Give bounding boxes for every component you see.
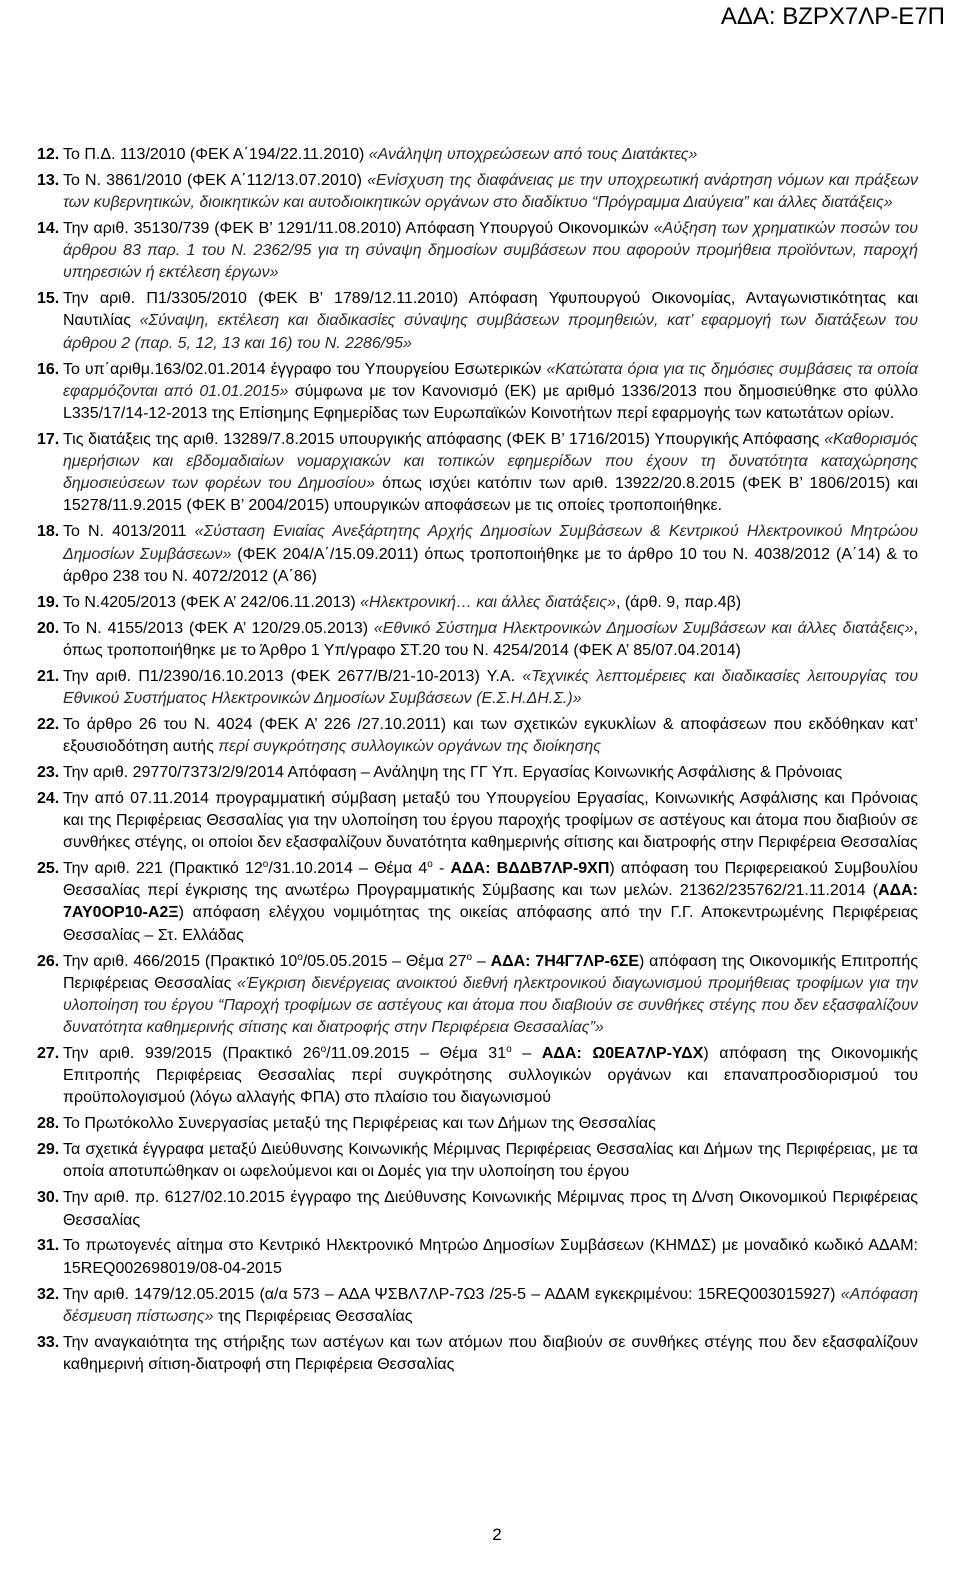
ada-code: ΑΔΑ: 7ΑΥ0ΟΡ10-Α2Ξ xyxy=(63,882,918,922)
ordinal-superscript: ο xyxy=(320,1044,327,1056)
item-number: 15. xyxy=(37,290,60,308)
item-number: 18. xyxy=(37,523,60,541)
text-segment: ) απόφαση της Οικονομικής Επιτροπής Περιφέρειας Θεσσαλίας περί συγκρότησης συλλογικών οργάνων και επαναπροσδιορισμού του προϋπολογισμού (λόγω αλλαγής ΦΠΑ) στο πλαίσιο του διαγωνισμού xyxy=(63,1045,919,1107)
text-segment: /05.05.2015 – Θέμα 27 xyxy=(302,952,467,970)
text-segment: Την αριθ. 939/2015 (Πρακτικό 26 xyxy=(63,1045,321,1063)
list-item xyxy=(37,170,918,214)
quoted-title: «Αύξηση των χρηματικών ποσών του άρθρου 83 παρ. 1 του Ν. 2362/95 για τη σύναψη δημοσίων συμβάσεων που αφορούν προμήθεια προϊόντων, παροχή υπηρεσιών ή εκτέλεση έργων» xyxy=(63,219,919,282)
text-segment: (ΦΕΚ 204/Α΄/15.09.2011) όπως τροποποιήθηκε με το άρθρο 10 του Ν. 4038/2012 (Α΄14) & το άρθρο 238 του Ν. 4072/2012 (Α΄86) xyxy=(63,545,919,585)
ordinal-superscript: ο xyxy=(466,951,473,963)
item-text xyxy=(63,788,918,855)
item-text xyxy=(63,1284,918,1328)
ordinal-superscript: ο xyxy=(427,859,433,871)
text-segment: Την αριθ. πρ. 6127/02.10.2015 έγγραφο της Διεύθυνσης Κοινωνικής Μέριμνας προς τη Δ/νση Οικονομικού Περιφέρειας Θεσσαλίας xyxy=(63,1189,918,1229)
item-text xyxy=(63,762,918,784)
list-item xyxy=(37,592,918,614)
item-number: 20. xyxy=(37,619,60,637)
text-segment: Την αριθ. 29770/7373/2/9/2014 Απόφαση – Ανάληψη της ΓΓ Υπ. Εργασίας Κοινωνικής Ασφάλισης & Πρόνοιας xyxy=(63,763,843,781)
references-list xyxy=(37,144,918,1380)
text-segment: Το Π.Δ. 113/2010 (ΦΕΚ Α΄194/22.11.2010) xyxy=(63,146,369,163)
item-number: 31. xyxy=(37,1237,60,1255)
item-number: 24. xyxy=(37,789,60,807)
item-text xyxy=(63,1043,918,1110)
quoted-title: «Κατώτατα όρια για τις δημόσιες συμβάσεις τα οποία εφαρμόζονται από 01.01.2015» xyxy=(63,360,919,400)
quoted-title: «Σύσταση Ενιαίας Ανεξάρτητης Αρχής Δημοσίων Συμβάσεων & Κεντρικού Ηλεκτρονικού Μητρώου Δημοσίων Συμβάσεων» xyxy=(63,523,918,563)
text-segment: Την αριθ. 466/2015 (Πρακτικό 10 xyxy=(63,952,298,970)
list-item xyxy=(37,144,918,166)
text-segment: – xyxy=(472,952,491,970)
item-text xyxy=(63,1187,918,1231)
text-segment: Τα σχετικά έγγραφα μεταξύ Διεύθυνσης Κοινωνικής Μέριμνας Περιφέρειας Θεσσαλίας και Δήμων της Περιφέρειας, με τα οποία αποτυπώθηκαν οι ωφελούμενοι και οι Δομές για την υλοποίηση του έργου xyxy=(63,1141,918,1181)
text-segment: Το άρθρο 26 του Ν. 4024 (ΦΕΚ Α’ 226 /27.10.2011) και των σχετικών εγκυκλίων & αποφάσεων που εκδόθηκαν κατ’ εξουσιοδότηση αυτής xyxy=(63,715,918,755)
list-item xyxy=(37,429,918,518)
text-segment: – xyxy=(511,1045,542,1063)
list-item xyxy=(37,951,918,1040)
list-item xyxy=(37,1113,918,1135)
text-segment: - xyxy=(432,860,451,878)
quoted-title: «Καθορισμός ημερήσιων και εβδομαδιαίων νομαρχιακών και τοπικών εφημερίδων που έχουν τη δυνατότητα καταχώρησης δημοσιεύσεων των φορέων του Δημοσίου» xyxy=(63,430,918,493)
item-text xyxy=(63,359,918,426)
list-item xyxy=(37,1043,918,1110)
item-text xyxy=(63,1113,918,1135)
item-number: 29. xyxy=(37,1141,60,1159)
item-number: 16. xyxy=(37,360,60,378)
text-segment: της Περιφέρειας Θεσσαλίας xyxy=(213,1307,413,1325)
text-segment: Την αναγκαιότητα της στήριξης των αστέγων και των ατόμων που διαβιούν σε συνθήκες στέγης που δεν εξασφαλίζουν καθημερινή σίτιση-διατροφή στη Περιφέρεια Θεσσαλίας xyxy=(63,1333,918,1373)
ordinal-superscript: ο xyxy=(297,951,303,963)
text-segment: σύμφωνα με τον Κανονισμό (ΕΚ) με αριθμό 1336/2013 που δημοσιεύθηκε στο φύλλο L335/17/14-12-2013 της Επίσημης Εφημερίδας των Ευρωπαϊκών Κοινοτήτων περί εφαρμογής των κατωτάτων ορίων. xyxy=(63,382,919,422)
item-text xyxy=(63,429,918,518)
list-item xyxy=(37,618,918,662)
item-text xyxy=(63,618,918,662)
item-text xyxy=(63,592,918,614)
item-number: 12. xyxy=(37,146,60,163)
item-text xyxy=(63,218,918,285)
ordinal-superscript: ο xyxy=(506,1044,512,1056)
item-number: 22. xyxy=(37,715,60,733)
quoted-title: «Τεχνικές λεπτομέρειες και διαδικασίες λειτουργίας του Εθνικού Συστήματος Ηλεκτρονικών Δημοσίων Συμβάσεων (Ε.Σ.Η.ΔΗ.Σ.)» xyxy=(63,667,918,707)
item-number: 26. xyxy=(37,952,60,970)
page-number: 2 xyxy=(492,1525,502,1544)
text-segment: Το Ν. 4013/2011 xyxy=(63,523,195,541)
quoted-title: «Έγκριση διενέργειας ανοικτού διεθνή ηλεκτρονικού διαγωνισμού προμήθειας τροφίμων για την υλοποίηση του έργου “Παροχή τροφίμων σε αστέγους και άτομα που διαβιούν σε συνθήκες στέγης που δεν εξασφαλίζουν δυνατότητα καθημερινής σίτισης και διατροφής στην Περιφέρεια Θεσσαλίας”» xyxy=(63,974,918,1037)
ordinal-superscript: ο xyxy=(262,859,269,871)
item-text xyxy=(63,951,918,1040)
quoted-title: «Απόφαση δέσμευση πίστωσης» xyxy=(63,1285,918,1325)
text-segment: Το υπ΄αριθμ.163/02.01.2014 έγγραφο του Υπουργείου Εσωτερικών xyxy=(63,360,547,378)
item-text xyxy=(63,170,918,214)
text-segment: Το Πρωτόκολλο Συνεργασίας μεταξύ της Περιφέρειας και των Δήμων της Θεσσαλίας xyxy=(63,1115,656,1133)
list-item xyxy=(37,288,918,355)
list-item xyxy=(37,1139,918,1183)
item-number: 32. xyxy=(37,1285,60,1303)
list-item xyxy=(37,1332,918,1376)
item-number: 25. xyxy=(37,860,60,878)
item-number: 17. xyxy=(37,430,60,448)
item-text xyxy=(63,858,918,947)
item-number: 13. xyxy=(37,171,60,189)
item-text xyxy=(63,1139,918,1183)
item-number: 27. xyxy=(37,1045,60,1063)
ada-code: ΑΔΑ: 7Η4Γ7ΛΡ-6ΣΕ xyxy=(490,952,640,970)
item-text xyxy=(63,288,918,355)
list-item xyxy=(37,666,918,710)
list-item xyxy=(37,359,918,426)
ada-code: ΑΔΑ: Ω0ΕΑ7ΛΡ-ΥΔΧ xyxy=(541,1045,704,1063)
list-item xyxy=(37,858,918,947)
item-text xyxy=(63,1332,918,1376)
item-number: 30. xyxy=(37,1189,60,1207)
text-segment: ) απόφαση της Οικονομικής Επιτροπής Περιφέρειας Θεσσαλίας xyxy=(63,952,919,992)
text-segment: Το Ν. 3861/2010 (ΦΕΚ Α΄112/13.07.2010) xyxy=(63,171,368,189)
item-number: 33. xyxy=(37,1333,60,1351)
item-number: 19. xyxy=(37,593,60,611)
item-number: 21. xyxy=(37,667,60,685)
ada-header: ΑΔΑ: ΒΖΡΧ7ΛΡ-Ε7Π xyxy=(720,3,945,30)
text-segment: Την αριθ. 221 (Πρακτικό 12 xyxy=(63,860,263,878)
quoted-title: «Ανάληψη υποχρεώσεων από τους Διατάκτες» xyxy=(368,146,698,163)
item-text xyxy=(63,1235,918,1279)
text-segment: /11.09.2015 – Θέμα 31 xyxy=(326,1045,507,1063)
text-segment: , (άρθ. 9, παρ.4β) xyxy=(615,593,742,611)
text-segment: ) απόφαση ελέγχου νομιμότητας της οικείας απόφασης από την Γ.Γ. Αποκεντρωμένης Περιφέρειας Θεσσαλίας – Στ. Ελλάδας xyxy=(63,904,918,944)
quoted-title: «Ηλεκτρονική… και άλλες διατάξεις» xyxy=(360,593,616,611)
text-segment: Την αριθ. Π1/2390/16.10.2013 (ΦΕΚ 2677/Β/21-10-2013) Υ.Α. xyxy=(63,667,523,685)
text-segment: , όπως τροποποιήθηκε με το Άρθρο 1 Υπ/γραφο ΣΤ.20 του Ν. 4254/2014 (ΦΕΚ Α’ 85/07.04.2014) xyxy=(63,619,918,659)
list-item xyxy=(37,1187,918,1231)
text-segment: Το Ν. 4155/2013 (ΦΕΚ Α’ 120/29.05.2013) xyxy=(63,619,374,637)
list-item xyxy=(37,1235,918,1279)
text-segment: Το Ν.4205/2013 (ΦΕΚ Α’ 242/06.11.2013) xyxy=(63,593,361,611)
text-segment: Το πρωτογενές αίτημα στο Κεντρικό Ηλεκτρονικό Μητρώο Δημοσίων Συμβάσεων (ΚΗΜΔΣ) με μοναδικό κωδικό ΑΔΑΜ: 15REQ002698019/08-04-2015 xyxy=(63,1237,918,1277)
quoted-title: «Ενίσχυση της διαφάνειας με την υποχρεωτική ανάρτηση νόμων και πράξεων των κυβερνητικών, διοικητικών και αυτοδιοικητικών οργάνων στο διαδίκτυο “Πρόγραμμα Διαύγεια” και άλλες διατάξεις» xyxy=(63,171,918,212)
text-segment: Την αριθ. 35130/739 (ΦΕΚ Β’ 1291/11.08.2010) Απόφαση Υπουργού Οικονομικών xyxy=(63,219,654,237)
item-text xyxy=(63,714,918,758)
list-item xyxy=(37,521,918,588)
quoted-title: «Σύναψη, εκτέλεση και διαδικασίες σύναψης συμβάσεων προμηθειών, κατ’ εφαρμογή των διατάξεων του άρθρου 2 (παρ. 5, 12, 13 και 16) του Ν. 2286/95» xyxy=(63,312,918,352)
ada-code: ΑΔΑ: ΒΔΔΒ7ΛΡ-9ΧΠ xyxy=(450,860,610,878)
text-segment: Την αριθ. 1479/12.05.2015 (α/α 573 – ΑΔΑ ΨΣΒΛ7ΛΡ-7Ω3 /25-5 – ΑΔΑΜ εγκεκριμένου: 15REQ003015927) xyxy=(63,1285,841,1303)
list-item xyxy=(37,714,918,758)
list-item xyxy=(37,762,918,784)
quoted-title: περί συγκρότησης συλλογικών οργάνων της διοίκησης xyxy=(218,737,602,755)
item-text xyxy=(63,666,918,710)
text-segment: /31.10.2014 – Θέμα 4 xyxy=(268,860,428,878)
item-number: 14. xyxy=(37,219,60,237)
item-number: 28. xyxy=(37,1115,60,1133)
text-segment: όπως ισχύει κατόπιν των αριθ. 13922/20.8.2015 (ΦΕΚ Β’ 1806/2015) και 15278/11.9.2015 (ΦΕΚ Β’ 2004/2015) υπουργικών αποφάσεων με τις οποίες τροποποιήθηκε. xyxy=(63,475,918,515)
list-item xyxy=(37,218,918,285)
text-segment: ) απόφαση του Περιφερειακού Συμβουλίου Θεσσαλίας περί έγκρισης της ανωτέρω Προγραμματικής Σύμβασης και των μελών. 21362/235762/21.11.2014 ( xyxy=(63,860,919,900)
item-text xyxy=(63,521,918,588)
text-segment: Τις διατάξεις της αριθ. 13289/7.8.2015 υπουργικής απόφασης (ΦΕΚ Β’ 1716/2015) Υπουργικής Απόφασης xyxy=(63,430,825,448)
item-text xyxy=(63,144,918,166)
list-item xyxy=(37,1284,918,1328)
quoted-title: «Εθνικό Σύστημα Ηλεκτρονικών Δημοσίων Συμβάσεων και άλλες διατάξεις» xyxy=(373,619,914,637)
list-item xyxy=(37,788,918,855)
text-segment: Την από 07.11.2014 προγραμματική σύμβαση μεταξύ του Υπουργείου Εργασίας, Κοινωνικής Ασφάλισης και Πρόνοιας και της Περιφέρειας Θεσσαλίας για την υλοποίηση του έργου παροχής τροφίμων σε αστέγους και άτομα που διαβιούν σε συνθήκες στέγης, οι οποίοι δεν εξασφαλίζουν δυνατότητα καθημερινής σίτισης και διατροφής στην Περιφέρεια Θεσσαλίας xyxy=(63,789,918,852)
item-number: 23. xyxy=(37,763,60,781)
text-segment: Την αριθ. Π1/3305/2010 (ΦΕΚ Β’ 1789/12.11.2010) Απόφαση Υφυπουργού Οικονομίας, Ανταγωνιστικότητας και Ναυτιλίας xyxy=(63,290,918,330)
